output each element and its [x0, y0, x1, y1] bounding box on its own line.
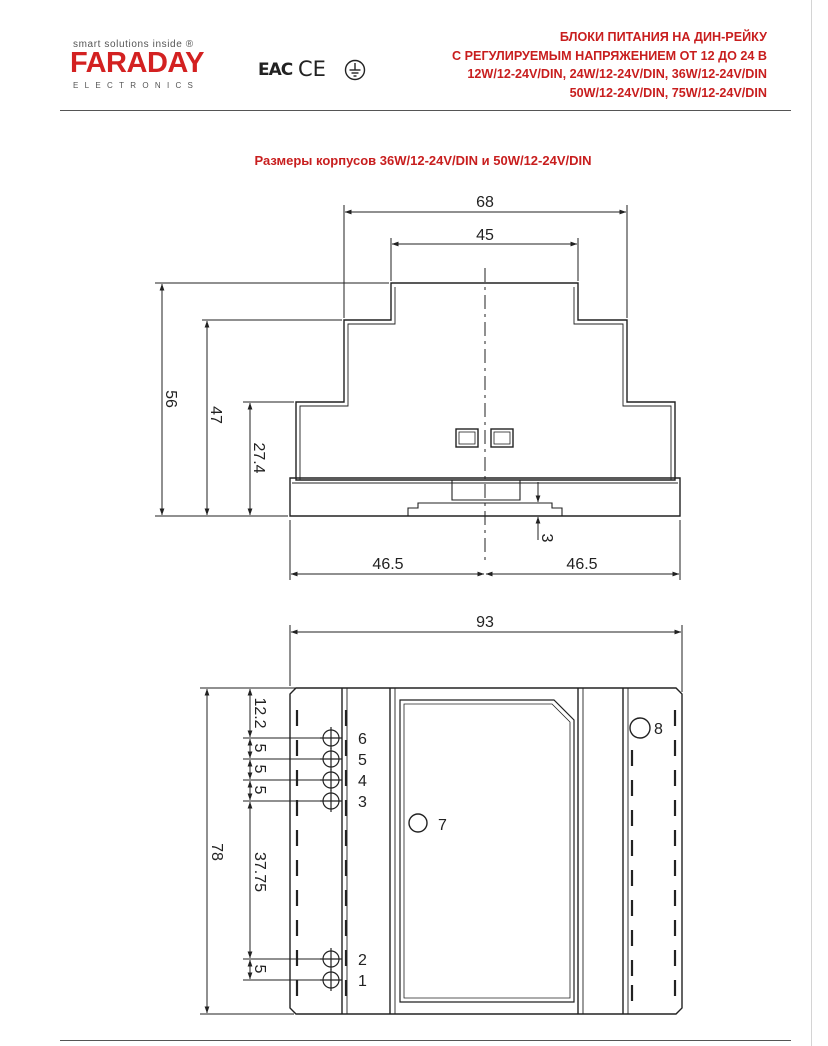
terminal-label-4: 4 — [358, 773, 367, 790]
dim-label-46-5-left: 46.5 — [372, 556, 404, 573]
dim-label-45: 45 — [476, 227, 494, 244]
title-line-1: БЛОКИ ПИТАНИЯ НА ДИН-РЕЙКУ — [559, 30, 767, 44]
faraday-logo: FARADAY — [70, 47, 205, 79]
front-view-led-indicator — [409, 814, 427, 832]
section-title: Размеры корпусов 36W/12-24V/DIN и 50W/12-24V/DIN — [254, 153, 592, 168]
ce-mark: CE — [298, 57, 326, 81]
front-view-drawing — [290, 688, 682, 1014]
logo-tagline: smart solutions inside ® — [73, 39, 194, 50]
dim-label-37-75: 37.75 — [251, 851, 268, 893]
dim-label-3: 3 — [538, 533, 555, 543]
pot-label-8: 8 — [654, 721, 663, 738]
footer-divider — [60, 1040, 791, 1041]
terminal-label-2: 2 — [358, 952, 367, 969]
front-view-vent-slots-right — [632, 710, 675, 1001]
title-line-4: 50W/12-24V/DIN, 75W/12-24V/DIN — [569, 85, 767, 100]
dim-label-5-d: 5 — [251, 964, 268, 974]
dim-label-68: 68 — [476, 194, 494, 211]
dim-label-46-5-right: 46.5 — [566, 556, 598, 573]
front-view-vent-slots-left — [297, 710, 346, 996]
dim-label-5-b: 5 — [251, 764, 268, 774]
terminal-label-3: 3 — [358, 794, 367, 811]
title-line-3: 12W/12-24V/DIN, 24W/12-24V/DIN, 36W/12-24V/DIN — [467, 67, 767, 81]
front-view-label-plate — [400, 700, 574, 1002]
dim-label-5-c: 5 — [251, 785, 268, 795]
eac-mark: EAC — [258, 60, 293, 80]
logo-subtitle: ELECTRONICS — [73, 81, 200, 90]
dim-label-56: 56 — [162, 390, 179, 408]
terminal-label-6: 6 — [358, 731, 367, 748]
side-view-dimensions — [155, 205, 680, 580]
title-line-2: С РЕГУЛИРУЕМЫМ НАПРЯЖЕНИЕМ ОТ 12 ДО 24 В — [452, 48, 767, 63]
front-view-dimension-labels — [208, 614, 663, 990]
terminal-label-1: 1 — [358, 973, 367, 990]
front-view-terminals — [320, 727, 342, 991]
dim-label-27-4: 27.4 — [250, 442, 267, 474]
dim-label-47: 47 — [207, 406, 224, 424]
side-view-drawing — [290, 268, 680, 560]
front-view-voltage-adjust — [630, 718, 650, 738]
dim-label-78: 78 — [208, 843, 225, 861]
dim-label-5-a: 5 — [251, 743, 268, 753]
terminal-label-5: 5 — [358, 752, 367, 769]
dim-label-93: 93 — [476, 614, 494, 631]
led-label-7: 7 — [438, 817, 447, 834]
dim-label-12-2: 12.2 — [251, 697, 268, 729]
